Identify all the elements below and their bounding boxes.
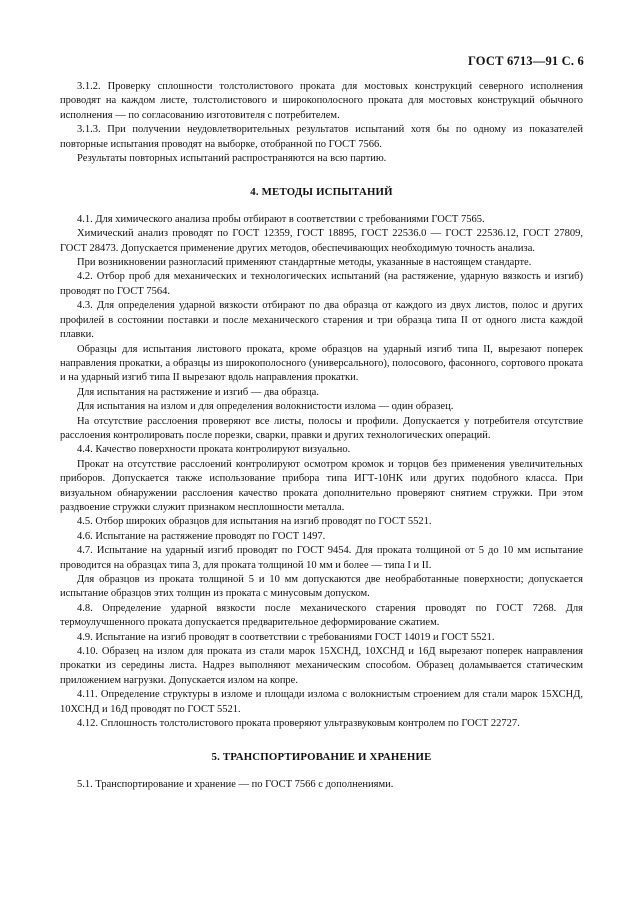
paragraph-4-3-fracture: Для испытания на излом и для определения волокнистости излома — один образец. xyxy=(77,401,454,413)
paragraph-4-7: 4.7. Испытание на ударный изгиб проводят по ГОСТ 9454. Для проката толщиной от 5 до 10 мм испытание проводится на образцах типа 3, для проката толщиной 10 мм и более — типа I и II. xyxy=(60,545,583,571)
paragraph-4-8: 4.8. Определение ударной вязкости после механического старения проводят по ГОСТ 7268. Для термоулучшенного проката допускается предварительное деформирование сжатием. xyxy=(60,602,583,629)
paragraph-4-10: 4.10. Образец на излом для проката из стали марок 15ХСНД, 10ХСНД и 16Д вырезают поперек направления прокатки из середины листа. Надрез выполняют механическим способом. Образец доламывается статическим приложением нагрузки. Допускается излом на копре. xyxy=(60,646,583,686)
paragraph-4-2: 4.2. Отбор проб для механических и технологических испытаний (на растяжение, ударную вязкость и изгиб) проводят по ГОСТ 7564. xyxy=(60,271,583,297)
paragraph-4-11: 4.11. Определение структуры в изломе и площади излома с волокнистым строением для стали марок 15ХСНД, 10ХСНД и 16Д проводят по ГОСТ 5521. xyxy=(60,689,583,715)
paragraph-4-7-samples: Для образцов из проката толщиной 5 и 10 мм допускаются две необработанные поверхности; допускается испытание образцов этих толщин из проката с минусовым допуском. xyxy=(60,574,583,600)
page-content xyxy=(60,80,583,792)
paragraph-4-6: 4.6. Испытание на растяжение проводят по ГОСТ 1497. xyxy=(77,530,326,542)
paragraph-4-4: 4.4. Качество поверхности проката контролируют визуально. xyxy=(77,444,351,456)
paragraph-3-1-3: 3.1.3. При получении неудовлетворительных результатов испытаний хотя бы по одному из показателей повторные испытания проводят на выборке, отобранной по ГОСТ 7566. xyxy=(60,124,583,150)
paragraph-3-1-2: 3.1.2. Проверку сплошности толстолистового проката для мостовых конструкций северного исполнения проводят на каждом листе, толстолистового и широкополосного проката для мостовых конструкций обычного исполнения — по согласованию изготовителя с потребителем. xyxy=(60,81,583,121)
paragraph-4-9: 4.9. Испытание на изгиб проводят в соответствии с требованиями ГОСТ 14019 и ГОСТ 5521. xyxy=(77,631,495,643)
paragraph-4-3-samples: Образцы для испытания листового проката, кроме образцов на ударный изгиб типа II, вырезают поперек направления прокатки, а образцы из широкополосного (универсального), полосового, фасонного, сортового проката и на ударный изгиб типа II вырезают вдоль направления прокатки. xyxy=(60,343,583,384)
paragraph-4-3: 4.3. Для определения ударной вязкости отбирают по два образца от каждого из двух листов, полос и других профилей в состоянии поставки и после механического старения и три образца типа II от одного листа каждой плавки. xyxy=(60,300,583,341)
section-4-title: 4. МЕТОДЫ ИСПЫТАНИЙ xyxy=(250,186,393,199)
paragraph-4-1: 4.1. Для химического анализа пробы отбирают в соответствии с требованиями ГОСТ 7565. xyxy=(77,213,485,225)
paragraph-4-4-inspection: Прокат на отсутствие расслоений контролируют осмотром кромок и торцов без применения увеличительных приборов. Допускается также использование прибора типа ИГТ-10НК или других подобного класса. При визуальном обнаружении расслоения качество проката дополнительно проверяют снятием стружки. При этом раздвоение стружки служит признаком несплошности металла. xyxy=(60,458,583,513)
paragraph-4-3-delamination: На отсутствие расслоения проверяют все листы, полосы и профили. Допускается у потребителя отсутствие расслоения контролировать после порезки, сварки, правки и других технологических операций. xyxy=(60,415,583,441)
paragraph-4-1-disputes: При возникновении разногласий применяют стандартные методы, указанные в настоящем стандарте. xyxy=(77,257,532,269)
section-5-title: 5. ТРАНСПОРТИРОВАНИЕ И ХРАНЕНИЕ xyxy=(211,751,432,764)
paragraph-5-1: 5.1. Транспортирование и хранение — по ГОСТ 7566 с дополнениями. xyxy=(77,778,394,790)
page-header: ГОСТ 6713—91 С. 6 xyxy=(467,54,584,68)
paragraph-3-1-3-result: Результаты повторных испытаний распространяются на всю партию. xyxy=(77,153,387,165)
paragraph-4-5: 4.5. Отбор широких образцов для испытания на изгиб проводят по ГОСТ 5521. xyxy=(77,516,432,528)
paragraph-4-1-chemical: Химический анализ проводят по ГОСТ 12359, ГОСТ 18895, ГОСТ 22536.0 — ГОСТ 22536.12, ГОСТ 27809, ГОСТ 28473. Допускается применение других методов, обеспечивающих необходимую точность анализа. xyxy=(60,228,583,254)
paragraph-4-12: 4.12. Сплошность толстолистового проката проверяют ультразвуковым контролем по ГОСТ 22727. xyxy=(77,718,520,730)
paragraph-4-3-tension: Для испытания на растяжение и изгиб — два образца. xyxy=(77,386,319,398)
